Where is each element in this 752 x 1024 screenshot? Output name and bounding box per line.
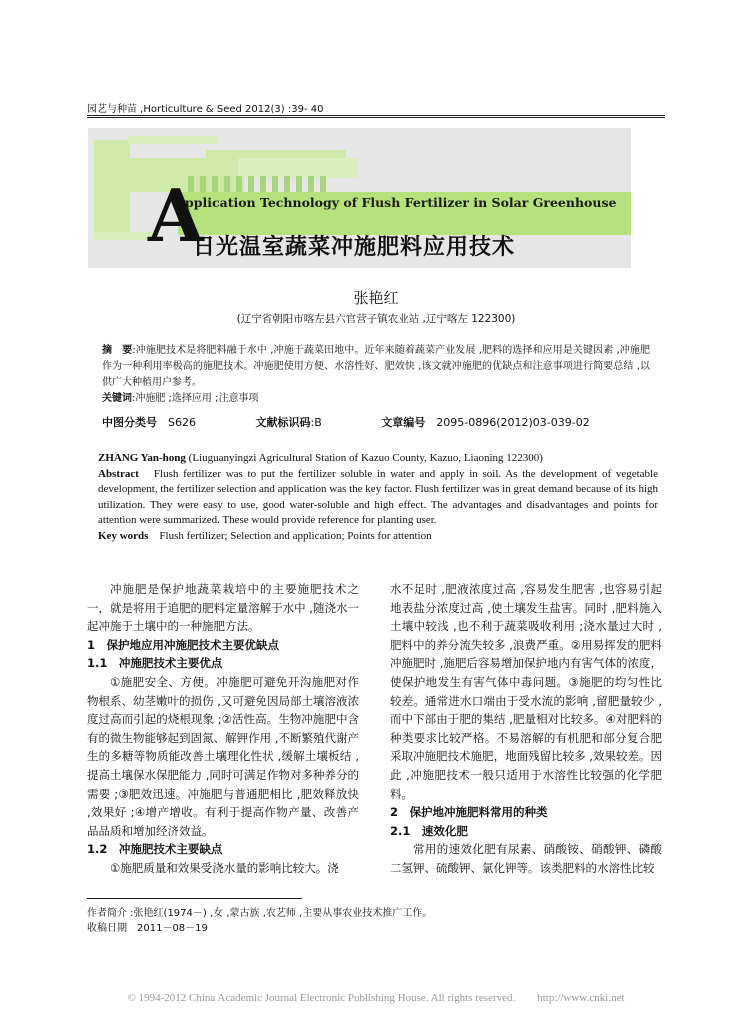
fast-fertilizer-paragraph: 常用的速效化肥有尿素、硝酸铵、硝酸钾、磷酸二氢钾、硫酸钾、氯化钾等。该类肥料的水溶性比较 — [390, 842, 662, 875]
chinese-title: 日光温室蔬菜冲施肥料应用技术 — [193, 235, 516, 260]
abstract-cn — [102, 343, 650, 407]
english-title: pplication Technology of Flush Fertilizer in Solar Greenhouse — [185, 195, 617, 210]
article-no-value: 2095-0896(2012)03-039-02 — [436, 416, 590, 429]
section-heading-1: 1 保护地应用冲施肥技术主要优缺点 — [87, 637, 279, 652]
en-keywords: Flush fertilizer; Selection and application; Points for attention — [159, 529, 432, 542]
title-banner — [88, 128, 631, 268]
doc-code-label: 文献标识码 — [255, 416, 311, 429]
classification-row — [102, 414, 646, 430]
footnote-rule — [87, 898, 302, 899]
clc-label: 中图分类号 — [102, 416, 157, 429]
disadvantages-paragraph-cont: 水不足时 ,肥液浓度过高 ,容易发生肥害 ,也容易引起地表盐分浓度过高 ,使土壤发生盐害。同时 ,肥料施入土壤中较浅 ,也不利于蔬菜吸收利用 ;浇水量过大时 ,肥料中的养分流失较多 ,浪费严重。②用易挥发的肥料冲施肥时 ,施肥后容易增加保护地内有害气体的浓度，使保护地发生有害气体中毒问题。③施肥的均匀性比较差。通常进水口端由于受水流的影响 ,留肥量较少 ,而中下部由于肥的集结 ,肥量相对比较多。④对肥料的种类要求比较严格。不易溶解的有机肥和部分复合肥采取冲施肥技术施肥，地面残留比较多 ,效果较差。因此 ,冲施肥技术一般只适用于水溶性比较强的化学肥料。 — [390, 582, 662, 801]
header-rule-bottom — [87, 117, 665, 118]
keywords-cn-label: 关键词 — [102, 393, 132, 404]
section-heading-1-2: 1.2 冲施肥技术主要缺点 — [87, 842, 223, 857]
disadvantages-paragraph-start: ①施肥质量和效果受浇水量的影响比较大。浇 — [110, 860, 339, 875]
footnote — [87, 906, 432, 936]
advantages-paragraph: ①施肥安全、方便。冲施肥可避免开沟施肥对作物根系、幼茎嫩叶的损伤 ,又可避免因局部土壤溶液浓度过高而引起的烧根现象 ;②活性高。生物冲施肥中含有的微生物能够起到固氮、解钾作用 ,不断繁殖代谢产生的多糖等物质能改善土壤理化性状 ,缓解土壤板结 ,提高土壤保水保肥能力 ,同时可满足作物对多种养分的需要 ;③肥效迅速。冲施肥与普通肥相比 ,肥效释放快 ,效果好 ;④增产增收。有利于提高作物产量、改善产品品质和增加经济效益。 — [87, 674, 359, 838]
doc-code-value: :B — [310, 416, 322, 429]
section-heading-2-1: 2.1 速效化肥 — [390, 823, 468, 838]
clc-value: S626 — [168, 416, 196, 429]
article-no-label: 文章编号 — [381, 416, 426, 429]
en-keywords-label: Key words — [98, 529, 149, 542]
header-rule-top — [87, 115, 665, 116]
author-name: 张艳红 — [353, 289, 399, 307]
title-initial-letter: A — [148, 173, 204, 258]
intro-paragraph: 冲施肥是保护地蔬菜栽培中的主要施肥技术之一，就是将用于追肥的肥料定量溶解于水中 ,随浇水一起冲施于土壤中的一种施肥方法。 — [87, 582, 359, 634]
body-column-left — [87, 580, 359, 878]
en-affiliation: (Liuguanyingzi Agricultural Station of Kazuo County, Kazuo, Liaoning 122300) — [188, 452, 543, 464]
keywords-cn: :冲施肥 ;选择应用 ;注意事项 — [132, 393, 259, 404]
abstract-cn-text: :冲施肥技术是将肥料融于水中 ,冲施于蔬菜田地中。近年来随着蔬菜产业发展 ,肥料的选择和应用是关键因素 ,冲施肥作为一种利用率极高的施肥技术。冲施肥使用方便、水溶性好、肥效快 ,该文就冲施肥的优缺点和注意事项进行简要总结 ,以供广大种植用户参考。 — [102, 345, 650, 388]
copyright-notice: © 1994-2012 China Academic Journal Electronic Publishing House. All rights reserved. http://www.cnki.net — [127, 992, 625, 1004]
author-bio: 作者简介 :张艳红(1974－) ,女 ,蒙古族 ,农艺师 ,主要从事农业技术推广工作。 — [87, 908, 433, 919]
en-abstract-text: Flush fertilizer was to put the fertilizer soluble in water and apply in soil. As the development of vegetable development, the fertilizer selection and application was the key factor. Flush fertilizer was in great demand because of its high utilization. They were easy to use, good water-soluble and high effect. The advantages and disadvantages and points for attention were summarized. These would provide reference for planting user. — [98, 467, 659, 526]
section-heading-2: 2 保护地冲施肥料常用的种类 — [390, 805, 548, 820]
abstract-cn-label: 摘 要 — [102, 345, 133, 356]
received-date: 收稿日期 2011－08－19 — [87, 923, 208, 934]
abstract-en — [98, 451, 658, 544]
section-heading-1-1: 1.1 冲施肥技术主要优点 — [87, 656, 223, 671]
author-affiliation: (辽宁省朝阳市喀左县六官营子镇农业站 ,辽宁喀左 122300) — [236, 313, 516, 325]
en-abstract-label: Abstract — [98, 467, 139, 480]
journal-header: 园艺与种苗 ,Horticulture & Seed 2012(3) :39- 40 — [87, 104, 324, 115]
en-author: ZHANG Yan-hong — [98, 452, 186, 464]
body-column-right — [390, 580, 662, 878]
